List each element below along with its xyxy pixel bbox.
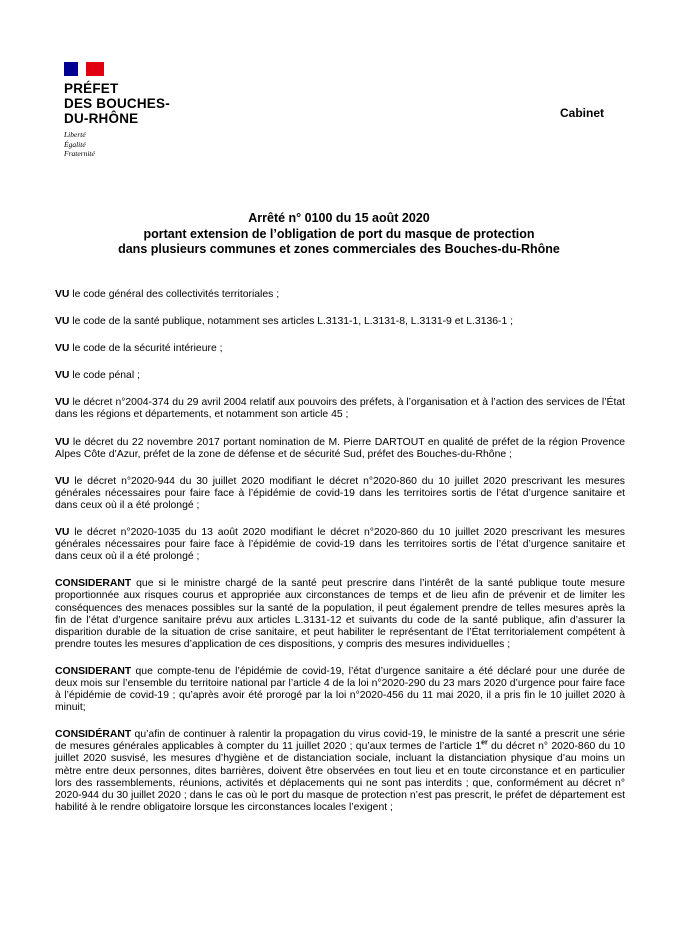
paragraph-lead: VU: [55, 475, 70, 487]
paragraph-text: qu’afin de continuer à ralentir la propagation du virus covid-19, le ministre de la santé a prescrit une série de mesures générales applicables à compter du 11 juillet 2020 ; qu’aux termes de l’article 1: [55, 729, 625, 753]
paragraph-lead: VU: [55, 397, 70, 409]
paragraph-lead: CONSIDERANT: [55, 578, 132, 590]
paragraph-lead: VU: [55, 343, 70, 355]
decree-title-line: portant extension de l’obligation de port du masque de protection: [143, 226, 535, 241]
legal-paragraph: [55, 666, 625, 714]
prefecture-logo: [64, 62, 184, 159]
paragraph-text: le code de la santé publique, notamment ses articles L.3131-1, L.3131-8, L.3131-9 et L.3136-1 ;: [69, 316, 514, 328]
paragraph-text: le code pénal ;: [69, 370, 140, 382]
paragraph-text: le code général des collectivités territoriales ;: [69, 289, 280, 300]
legal-paragraph: [55, 370, 625, 382]
legal-paragraph: [55, 316, 625, 328]
prefecture-name: [64, 81, 184, 126]
paragraph-lead: VU: [55, 316, 70, 328]
paragraph-lead: CONSIDÉRANT: [55, 729, 132, 741]
marianne-flag-icon: [64, 62, 104, 76]
prefecture-name-line: DES BOUCHES-: [64, 96, 170, 111]
decree-body: [55, 289, 625, 814]
ordinal-suffix: er: [481, 739, 488, 747]
legal-paragraph: [55, 527, 625, 563]
paragraph-lead: CONSIDERANT: [55, 665, 132, 677]
decree-title-line: dans plusieurs communes et zones commerciales des Bouches-du-Rhône: [118, 242, 560, 256]
paragraph-lead: VU: [55, 289, 70, 300]
legal-paragraph: [55, 578, 625, 651]
paragraph-text: que compte-tenu de l’épidémie de covid-19, l’état d’urgence sanitaire a été déclaré pour une durée de deux mois sur l’ensemble du territoire national par l’article 4 de la loi n°2020-290 du 23 mars 2020 d’urgence pour faire face à l’épidémie de covid-19 ; qu’après avoir été prorogé par la loi n°2020-456 du 11 mai 2020, il a pris fin le 10 juillet 2020 à minuit;: [55, 665, 625, 714]
paragraph-lead: VU: [55, 527, 70, 539]
prefecture-name-line: PRÉFET: [64, 81, 119, 96]
paragraph-text: le décret n°2020-1035 du 13 août 2020 modifiant le décret n°2020-860 du 10 juillet 2020 prescrivant les mesures générales nécessaires pour faire face à l’épidémie de covid-19 dans les territoires sortis de l’état d’urgence sanitaire et dans ceux où il a été prolongé ;: [55, 527, 625, 563]
motto-line: Liberté: [64, 130, 86, 139]
paragraph-text: le code de la sécurité intérieure ;: [69, 343, 223, 355]
paragraph-text: le décret n°2020-944 du 30 juillet 2020 modifiant le décret n°2020-860 du 10 juillet 2020 prescrivant les mesures générales nécessaires pour faire face à l’épidémie de covid-19 dans les territoires sortis de l’état d’urgence sanitaire et dans ceux où il a été prolongé ;: [55, 475, 625, 511]
paragraph-text: du décret n° 2020-860 du 10 juillet 2020 susvisé, les mesures d’hygiène et de distanciation sociale, incluant la distanciation physique d’au moins un mètre entre deux personnes, dites barrières, doivent être observées en tout lieu et en toute circonstance et en particulier lors des rassemblements, réunions, activités et déplacements qui ne sont pas interdits ; que, conformément au décret n° 2020-944 du 30 juillet 2020 ; dans le cas où le port du masque de protection n’est pas prescrit, le préfet de département est habilité à le rendre obligatoire lorsque les circonstances locales l’exigent ;: [55, 741, 625, 813]
republic-motto: [64, 130, 184, 159]
legal-paragraph: [55, 397, 625, 421]
motto-line: Fraternité: [64, 149, 95, 158]
paragraph-text: le décret n°2004-374 du 29 avril 2004 relatif aux pouvoirs des préfets, à l’organisation et à l’action des services de l’État dans les régions et départements, et notamment son article 45 ;: [55, 397, 625, 421]
motto-line: Égalité: [64, 139, 86, 149]
decree-title-line: Arrêté n° 0100 du 15 août 2020: [248, 211, 430, 225]
service-label: Cabinet: [560, 106, 605, 120]
paragraph-lead: VU: [55, 370, 70, 382]
legal-paragraph: [55, 437, 625, 461]
decree-title: [0, 211, 678, 258]
paragraph-lead: VU: [55, 436, 70, 448]
legal-paragraph: [55, 343, 625, 355]
legal-paragraph: [55, 729, 625, 814]
legal-paragraph: [55, 289, 625, 301]
paragraph-text: que si le ministre chargé de la santé peut prescrire dans l’intérêt de la santé publique toute mesure proportionnée aux risques courus et appropriée aux circonstances de temps et de lieu afin de prévenir et de limiter les conséquences des menaces possibles sur la santé de la population, il peut également prendre de telles mesures après la fin de l’état d’urgence sanitaire prévu aux articles L.3131-12 et suivants du code de la santé publique, afin d’assurer la disparition durable de la situation de crise sanitaire, et peut habiliter le représentant de l’État territorialement compétent à prendre toutes les mesures d’application de ces dispositions, y compris des mesures individuelles ;: [55, 578, 625, 650]
legal-paragraph: [55, 476, 625, 512]
prefecture-name-line: DU-RHÔNE: [64, 111, 139, 126]
paragraph-text: le décret du 22 novembre 2017 portant nomination de M. Pierre DARTOUT en qualité de préfet de la région Provence Alpes Côte d’Azur, préfet de la zone de défense et de sécurité Sud, préfet des Bouches-du-Rhône ;: [55, 436, 625, 460]
